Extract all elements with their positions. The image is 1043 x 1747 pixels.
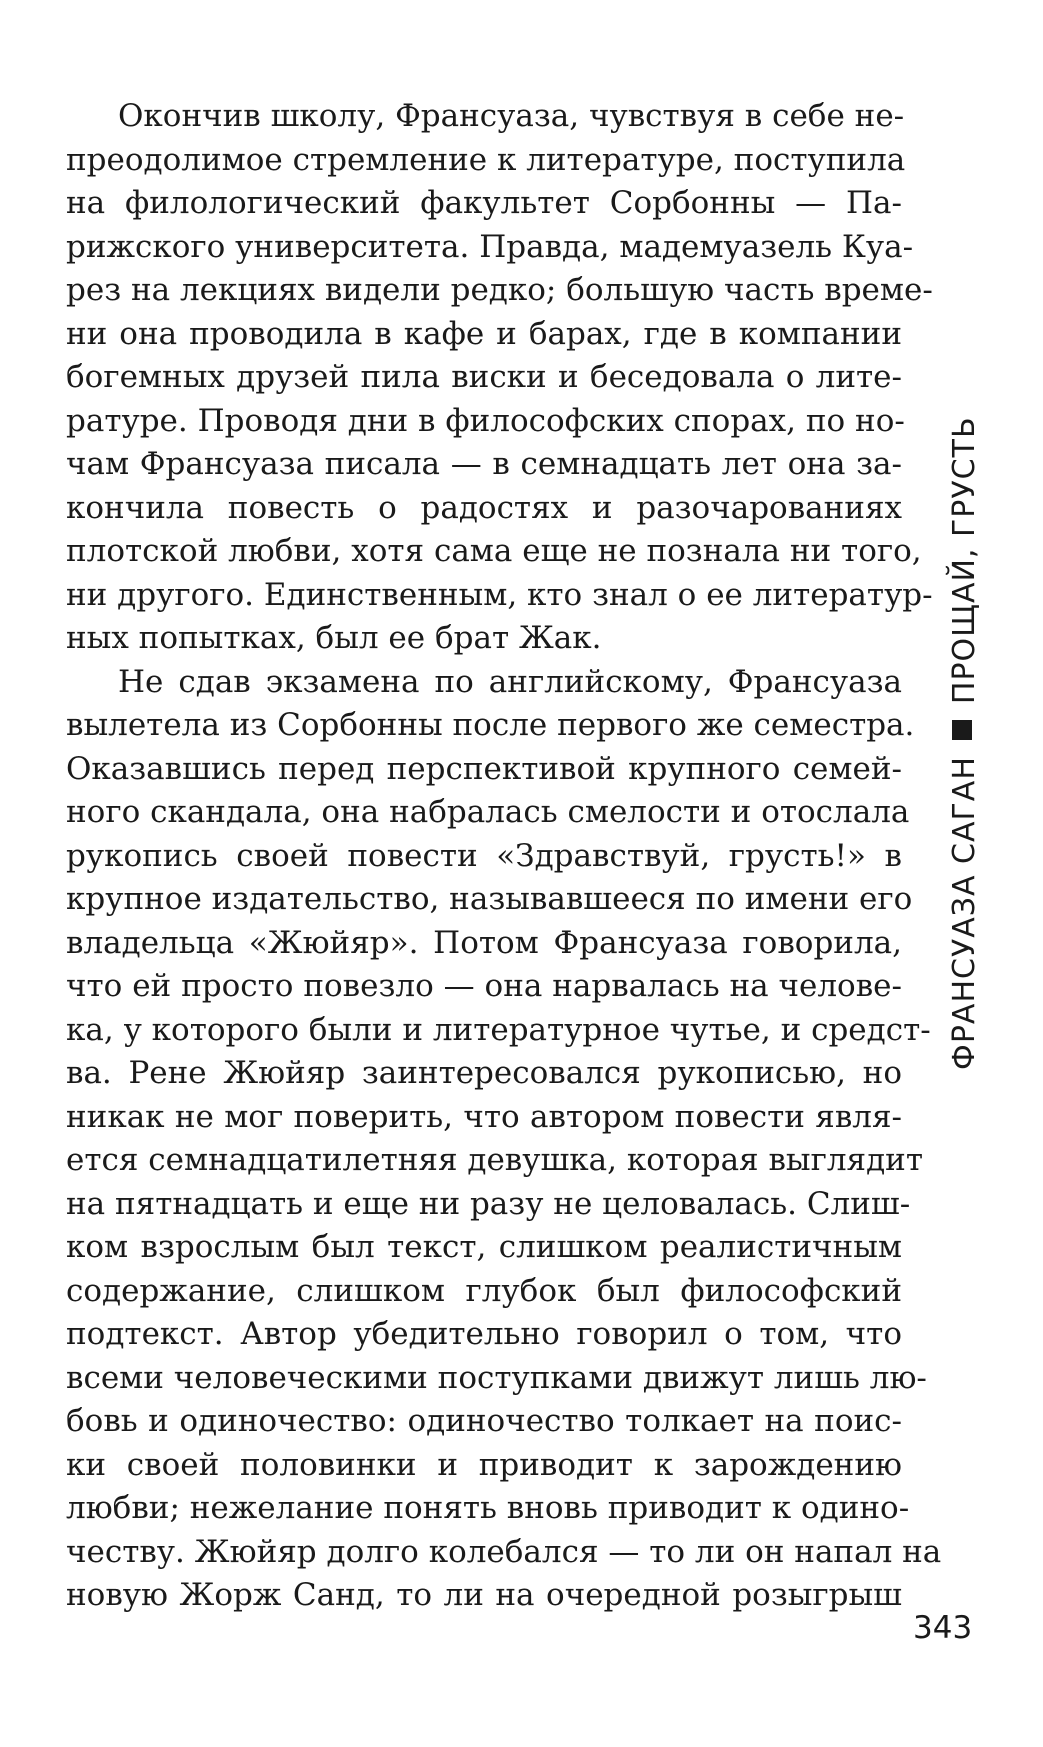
text-line: любви; нежелание понять вновь приводит к одино- [66,1490,910,1526]
text-line: бовь и одиночество: одиночество толкает на поис- [66,1403,902,1439]
text-line: рез на лекциях видели редко; большую часть време- [66,272,933,308]
text-line: ва. Рене Жюйяр заинтересовался рукописью, но [66,1055,902,1091]
text-line: преодолимое стремление к литературе, поступила [66,141,906,178]
text-line: никак не мог поверить, что автором повести явля- [66,1098,902,1135]
text-line: плотской любви, хотя сама еще не познала ни того, [66,533,922,569]
text-line: Не сдав экзамена по английскому, Франсуаза [118,663,902,700]
text-line: на филологический факультет Сорбонны — Па- [66,185,902,221]
text-line: крупное издательство, называвшееся по имени его [66,881,913,917]
text-line: всеми человеческими поступками движут лишь лю- [66,1359,927,1396]
running-head-author: ФРАНСУАЗА САГАН [947,756,982,1070]
text-line: ется семнадцатилетняя девушка, которая выглядит [66,1142,923,1178]
text-line: ком взрослым был текст, слишком реалистичным [66,1229,902,1265]
text-line: владельца «Жюйяр». Потом Франсуаза говорила, [66,924,902,961]
text-line: вылетела из Сорбонны после первого же семестра. [66,707,915,743]
text-line: богемных друзей пила виски и беседовала о лите- [66,359,902,395]
text-line: рижского университета. Правда, мадемуазель Куа- [66,228,914,265]
text-line: подтекст. Автор убедительно говорил о том, что [66,1316,902,1352]
page-number: 343 [913,1610,973,1646]
text-line: что ей просто повезло — она нарвалась на челове- [66,968,902,1004]
text-line: на пятнадцать и еще ни разу не целовалась. Слиш- [66,1185,911,1222]
text-line: ных попытках, был ее брат Жак. [66,620,602,656]
text-line: ни другого. Единственным, кто знал о ее литератур- [66,576,933,613]
text-line: новую Жорж Санд, то ли на очередной розыгрыш [66,1577,902,1613]
running-head [947,416,983,1070]
text-line: кончила повесть о радостях и разочарованиях [66,489,902,526]
text-line: Оказавшись перед перспективой крупного семей- [66,750,902,787]
text-line: ни она проводила в кафе и барах, где в компании [66,315,902,352]
text-line: Окончив школу, Франсуаза, чувствуя в себе не- [118,98,905,134]
body-text [66,95,942,1618]
text-line: содержание, слишком глубок был философский [66,1272,902,1309]
text-line: рукопись своей повести «Здравствуй, грусть!» в [66,837,902,874]
text-line: ка, у которого были и литературное чутье, и средст- [66,1011,931,1048]
text-line: чам Франсуаза писала — в семнадцать лет она за- [66,446,902,482]
text-line: честву. Жюйяр долго колебался — то ли он напал на [66,1533,942,1570]
text-line: ратуре. Проводя дни в философских спорах, по но- [66,402,905,439]
running-head-title: ПРОЩАЙ, ГРУСТЬ [947,416,982,705]
text-line: ки своей половинки и приводит к зарождению [66,1446,902,1483]
square-separator-icon [952,720,972,740]
text-line: ного скандала, она набралась смелости и отослала [66,794,910,830]
